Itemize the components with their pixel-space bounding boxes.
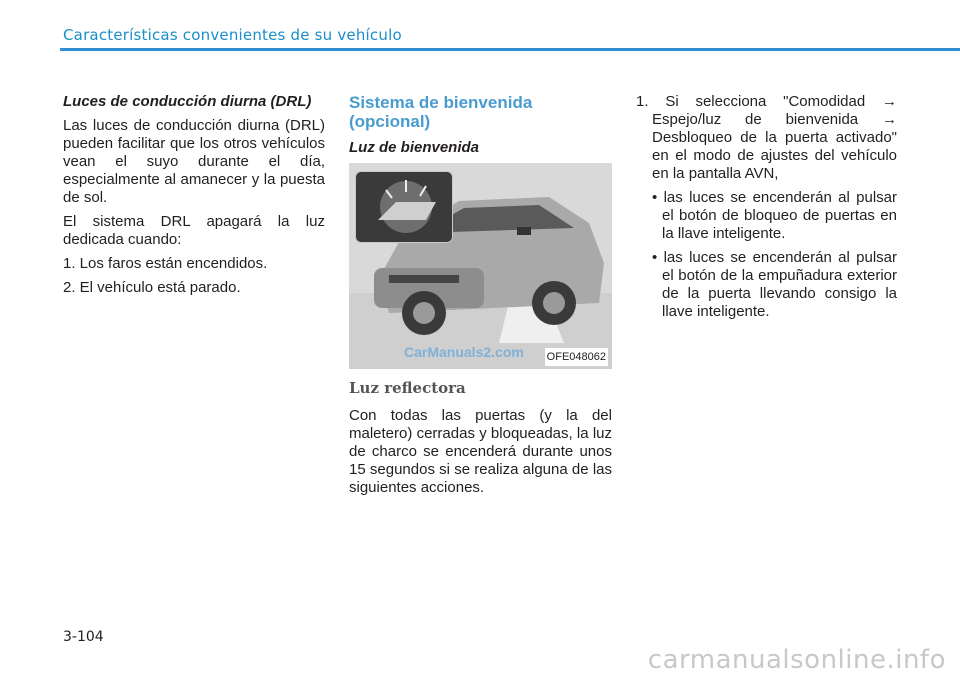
drl-list-item: 1. Los faros están encendidos. <box>63 255 268 272</box>
welcome-step-1: 1. Si selecciona "Comodidad → Espejo/luz de bienvenida → Desbloqueo de la puerta activado" en el modo de ajustes del vehículo en la pantalla AVN, <box>636 93 897 182</box>
drl-paragraph-2: El sistema DRL apagará la luz dedicada cuando: <box>63 213 325 248</box>
vehicle-figure <box>349 163 612 369</box>
welcome-system-heading: Sistema de bienvenida (opcional) <box>349 93 533 131</box>
header-rule <box>60 48 960 51</box>
welcome-bullet: • las luces se encenderán al pulsar el botón de la empuñadura exterior de la puerta llevando consigo la llave inteligente. <box>652 249 897 320</box>
figure-caption: OFE048062 <box>545 348 608 366</box>
figure-watermark: CarManuals2.com <box>404 344 524 360</box>
drl-list-item: 2. El vehículo está parado. <box>63 279 241 296</box>
section-header: Características convenientes de su vehículo <box>63 26 402 44</box>
column-middle <box>349 93 612 503</box>
puddle-light-paragraph: Con todas las puertas (y la del maletero) cerradas y bloqueadas, la luz de charco se encenderá durante unos 15 segundos si se realiza alguna de las siguientes acciones. <box>349 407 612 496</box>
drl-heading: Luces de conducción diurna (DRL) <box>63 93 312 110</box>
site-watermark: carmanualsonline.info <box>647 645 946 675</box>
column-right <box>636 93 897 327</box>
welcome-light-subheading: Luz de bienvenida <box>349 139 480 156</box>
drl-paragraph-1: Las luces de conducción diurna (DRL) pueden facilitar que los otros vehículos vean el suyo durante el día, especialmente al amanecer y la puesta de sol. <box>63 117 325 206</box>
page-number: 3-104 <box>63 629 104 645</box>
light-detail-inset <box>355 171 453 243</box>
column-left <box>63 93 325 303</box>
puddle-light-heading: Luz reflectora <box>349 379 466 397</box>
welcome-bullet: • las luces se encenderán al pulsar el botón de bloqueo de puertas en la llave inteligente. <box>652 189 897 242</box>
